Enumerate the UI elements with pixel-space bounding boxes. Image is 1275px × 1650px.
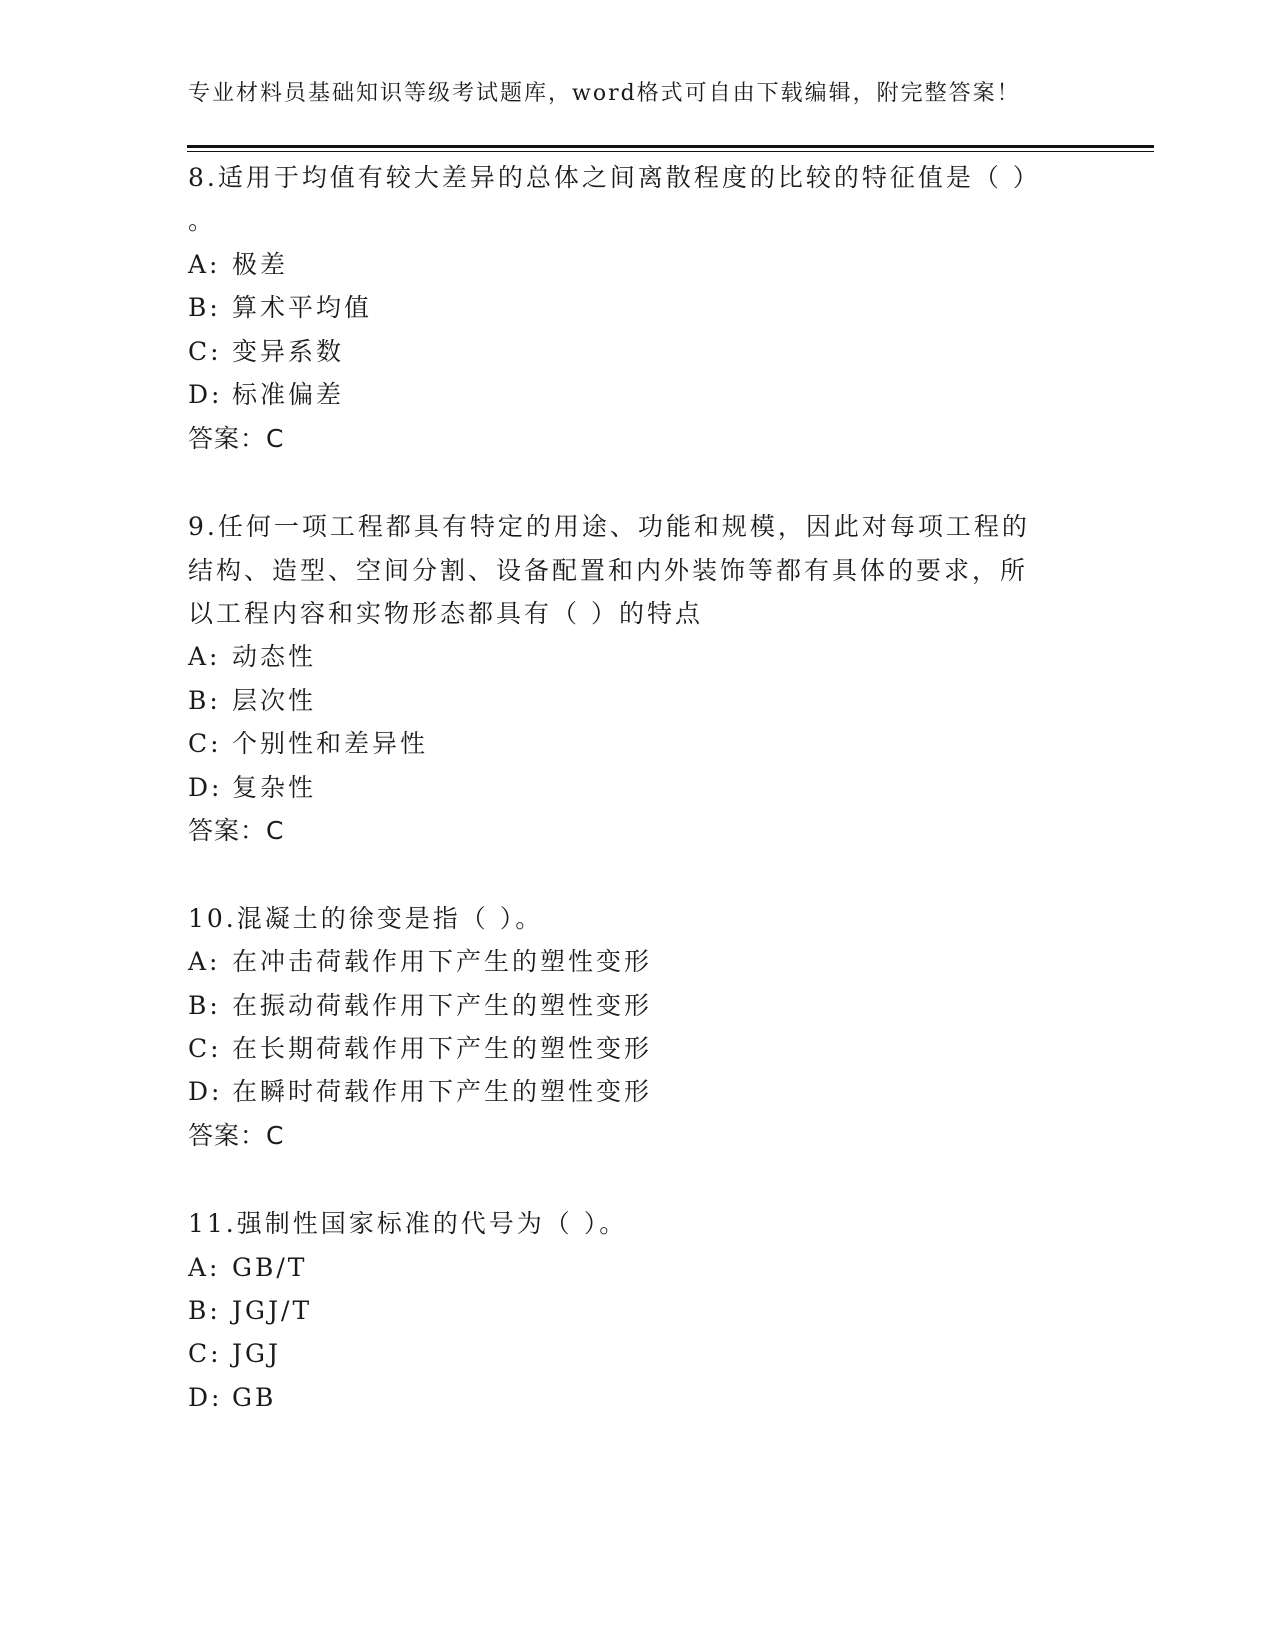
option-key: A: bbox=[188, 947, 221, 976]
answer-text: 答案：C bbox=[188, 1121, 285, 1150]
option-d bbox=[188, 1382, 276, 1414]
option-c bbox=[188, 1033, 652, 1065]
option-text: JGJ/T bbox=[232, 1296, 313, 1325]
header-text: 专业材料员基础知识等级考试题库，word格式可自由下载编辑，附完整答案！ bbox=[188, 81, 1021, 106]
header-rule-thin bbox=[187, 151, 1154, 152]
question-stem: 以工程内容和实物形态都具有（ ）的特点 bbox=[188, 599, 703, 628]
option-a bbox=[188, 641, 316, 673]
option-key: B: bbox=[188, 991, 221, 1020]
option-text: GB bbox=[232, 1383, 277, 1412]
option-key: A: bbox=[188, 1253, 221, 1282]
answer-text: 答案：C bbox=[188, 816, 285, 845]
option-key: D: bbox=[188, 1077, 223, 1106]
option-d bbox=[188, 379, 344, 411]
question-stem: 8.适用于均值有较大差异的总体之间离散程度的比较的特征值是（ ） bbox=[188, 163, 1041, 192]
option-d bbox=[188, 1076, 652, 1108]
option-text: GB/T bbox=[232, 1253, 308, 1282]
answer-text: 答案：C bbox=[188, 424, 285, 453]
option-text: JGJ bbox=[232, 1339, 282, 1368]
option-text: 复杂性 bbox=[232, 773, 317, 802]
question-stem: 10.混凝土的徐变是指（ ）。 bbox=[188, 904, 544, 933]
option-c bbox=[188, 336, 344, 368]
option-b bbox=[188, 990, 652, 1022]
option-text: 极差 bbox=[232, 250, 289, 279]
question-stem: 结构、造型、空间分割、设备配置和内外装饰等都有具体的要求，所 bbox=[188, 556, 1029, 585]
question-stem: 。 bbox=[188, 206, 217, 235]
option-text: 在瞬时荷载作用下产生的塑性变形 bbox=[232, 1077, 653, 1106]
option-a bbox=[188, 946, 652, 978]
option-key: B: bbox=[188, 1296, 221, 1325]
option-text: 在长期荷载作用下产生的塑性变形 bbox=[232, 1034, 653, 1063]
option-a bbox=[188, 1252, 307, 1284]
option-key: C: bbox=[188, 337, 222, 366]
option-key: D: bbox=[188, 773, 223, 802]
option-key: D: bbox=[188, 1383, 223, 1412]
option-a bbox=[188, 249, 288, 281]
option-text: 变异系数 bbox=[232, 337, 345, 366]
option-text: 个别性和差异性 bbox=[232, 729, 429, 758]
option-text: 动态性 bbox=[232, 642, 317, 671]
option-text: 层次性 bbox=[232, 686, 317, 715]
question-stem: 9.任何一项工程都具有特定的用途、功能和规模，因此对每项工程的 bbox=[188, 512, 1030, 541]
option-text: 算术平均值 bbox=[232, 293, 373, 322]
option-c bbox=[188, 1338, 281, 1370]
option-d bbox=[188, 772, 316, 804]
option-key: B: bbox=[188, 293, 221, 322]
option-key: B: bbox=[188, 686, 221, 715]
option-text: 在振动荷载作用下产生的塑性变形 bbox=[232, 991, 653, 1020]
option-key: D: bbox=[188, 380, 223, 409]
option-text: 标准偏差 bbox=[232, 380, 345, 409]
option-key: C: bbox=[188, 729, 222, 758]
option-c bbox=[188, 728, 428, 760]
header-rule-thick bbox=[187, 145, 1154, 148]
option-key: C: bbox=[188, 1034, 222, 1063]
option-text: 在冲击荷载作用下产生的塑性变形 bbox=[232, 947, 653, 976]
option-b bbox=[188, 685, 316, 717]
option-b bbox=[188, 1295, 312, 1327]
option-key: A: bbox=[188, 250, 221, 279]
option-b bbox=[188, 292, 372, 324]
question-stem: 11.强制性国家标准的代号为（ ）。 bbox=[188, 1209, 628, 1238]
option-key: A: bbox=[188, 642, 221, 671]
option-key: C: bbox=[188, 1339, 222, 1368]
